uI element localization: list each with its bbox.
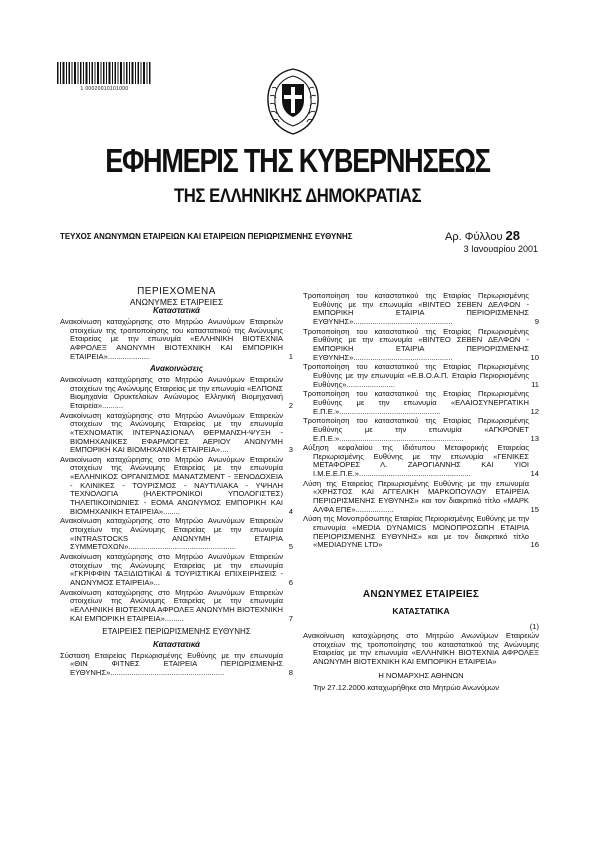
toc-entry-text: Τροποποίηση του καταστατικού της Εταιρίας Περιωρισμένης Ευθύνης με την επωνυμία «ΒΙΝΤΕΟ ΣΕΒΕΝ ΔΕΛΦΩΝ - ΕΜΠΟΡΙΚΗ ΕΤΑΙΡΙΑ ΠΕΡΙΟΡΙΣΜΕΝΗΣ ΕΥΘΥΝΗΣ»............................................... — [303, 326, 529, 362]
barcode — [57, 62, 152, 84]
toc-entry — [303, 328, 539, 363]
toc-entry-page: 5 — [288, 542, 293, 552]
toc-entry-page: 7 — [288, 613, 293, 623]
toc-entry-text: Ανακοίνωση καταχώρησης στο Μητρώο Ανωνύμων Εταιρειών στοιχείων της Ανώνυμης Εταιρείας με την επωνυμία «ΤΕΧΝΟΜΑΤΙΚ ΙΝΤΕΡΝΑΣΙΟΝΑΛ ΘΕΡΜΑΝΣΗ-ΨΥΞΗ - ΒΙΟΜΗΧΑΝΙΚΕΣ ΕΦΑΡΜΟΓΕΣ ΑΕΡΙΟΥ ΑΝΩΝΥΜΗ ΕΜΠΟΡΙΚΗ ΚΑΙ ΒΙΟΜΗΧΑΝΙΚΗ ΕΤΑΙΡΕΙΑ».... — [60, 410, 283, 455]
toc-entry — [60, 456, 293, 517]
toc-entry-text: Ανακοίνωση καταχώρησης στο Μητρώο Ανωνύμων Εταιρειών στοιχείων της Ανώνυμης Εταιρείας με την επωνυμία «ΕΛΛΗΝΙΚΟΣ ΟΡΓΑΝΙΣΜΟΣ ΜΑΝΑΤΖΜΕΝΤ - ΞΕΝΟΔΟΧΕΙΑ - ΚΛΙΝΙΚΕΣ - ΤΟΥΡΙΣΜΟΣ - ΝΑΥΤΙΛΙΑΚΑ - ΥΨΗΛΗ ΤΕΧΝΟΛΟΓΙΑ (ΗΛΕΚΤΡΟΝΙΚΟΙ ΥΠΟΛΟΓΙΣΤΕΣ) ΤΗΛΕΠΙΚΟΙΝΩΝΙΕΣ - ΕΟΜΑ ΑΝΩΝΥΜΟΣ ΕΜΠΟΡΙΚΗ ΚΑΙ ΒΙΟΜΗΧΑΝΙΚΗ ΕΤΑΙΡΕΙΑ»........ — [60, 454, 283, 516]
toc-entry-page: 8 — [288, 667, 293, 677]
issue-date: 3 Ιανουαρίου 2001 — [463, 244, 538, 254]
toc-section-ae: ΑΝΩΝΥΜΕΣ ΕΤΑΙΡΕΙΕΣ — [129, 296, 224, 307]
toc-section-epe: ΕΤΑΙΡΕΙΕΣ ΠΕΡΙΩΡΙΣΜΕΝΗΣ ΕΥΘΥΝΗΣ — [102, 627, 251, 637]
toc-entry-page: 14 — [530, 469, 539, 479]
toc-entry-text: Ανακοίνωση καταχώρησης στο Μητρώο Ανωνύμων Εταιρειών στοιχείων της Ανώνυμης Εταιρείας με την επωνυμία «ΕΛΠΟΝΣ Βιομηχανία Ορυκτελαίων Ανώνυμος Ελληνική Βιομηχανική Εταιρεία».......... — [60, 374, 283, 410]
toc-entry-text: Σύσταση Εταιρείας Περιωρισμένης Ευθύνης με την επωνυμία «ΘΙΝ ΦΙΤΝΕΣ ΕΤΑΙΡΕΙΑ ΠΕΡΙΩΡΙΣΜΕΝΗΣ ΕΥΘΥΝΗΣ»...................................................... — [60, 650, 283, 677]
barcode-number: 1 00020010101000 — [80, 86, 129, 92]
section-heading: ΑΝΩΝΥΜΕΣ ΕΤΑΙΡΕΙΕΣ — [362, 589, 480, 601]
item-title: Ανακοίνωση καταχώρησης στο Μητρώο Ανωνύμων Εταιρειών στοιχείων της τροποποίησης του καταστατικού της Ανώνυμης Εταιρείας με την επωνυμία «ΕΛΛΗΝΙΚΗ ΒΙΟΤΕΧΝΙΑ ΑΦΡΟΛΕΞ ΑΝΩΝΥΜΗ ΒΙΟΤΕΧΝΙΚΗ ΚΑΙ ΕΜΠΟΡΙΚΗ ΕΤΑΙΡΕΙΑ» — [303, 631, 539, 666]
toc-entry — [303, 390, 539, 416]
sheet-label: Αρ. Φύλλου — [445, 231, 503, 243]
toc-entry — [60, 517, 293, 552]
coat-of-arms-icon — [262, 66, 324, 136]
body-paragraph: Την 27.12.2000 καταχωρήθηκε στο Μητρώο Ανωνύμων — [313, 683, 500, 693]
toc-entry-page: 3 — [288, 445, 293, 455]
toc-entry — [303, 515, 539, 550]
toc-left-column — [60, 288, 293, 679]
toc-entry-page: 6 — [288, 578, 293, 587]
toc-list-c — [60, 652, 293, 678]
toc-entry-page: 4 — [288, 506, 293, 516]
toc-entry-page: 11 — [531, 379, 539, 389]
toc-entry — [60, 652, 293, 678]
issue-type: ΤΕΥΧΟΣ ΑΝΩΝΥΜΩΝ ΕΤΑΙΡΕΙΩΝ ΚΑΙ ΕΤΑΙΡΕΙΩΝ ΠΕΡΙΩΡΙΣΜΕΝΗΣ ΕΥΘΥΝΗΣ — [60, 231, 353, 241]
toc-list-a — [60, 318, 293, 361]
toc-entry-text: Ανακοίνωση καταχώρησης στο Μητρώο Ανωνύμων Εταιρειών στοιχείων της Ανώνυμης Εταιρείας με την επωνυμία «ΓΚΡΙΦΦΙΝ ΤΑΞΙΔΙΩΤΙΚΑΙ & ΤΟΥΡΙΣΤΙΚΑΙ ΕΠΙΧΕΙΡΗΣΕΙΣ - ΑΝΩΝΥΜΟΣ ΕΤΑΙΡΕΙΑ»... — [60, 552, 283, 587]
sheet-number — [445, 228, 520, 243]
toc-entry — [303, 363, 539, 389]
toc-entry — [60, 376, 293, 411]
toc-entry-text: Λύση της Μονοπρόσωπης Εταιρίας Περιορισμένης Ευθύνης με την επωνυμία «MEDIA DYNAMICS ΜΟΝΟΠΡΟΣΩΠΗ ΕΤΑΙΡΙΑ ΠΕΡΙΟΡΙΣΜΕΝΗΣ ΕΥΘΥΝΗΣ» και με τον διακριτικό τίτλο «MEDIADYNE LTD» — [303, 514, 529, 550]
toc-list-b — [60, 376, 293, 623]
sheet-number-value: 28 — [505, 228, 520, 243]
toc-entry-text: Τροποποίηση του καταστατικού της Εταιρίας Περιωρισμένης Ευθύνης με την επωνυμία «ΒΙΝΤΕΟ ΣΕΒΕΝ ΔΕΛΦΩΝ - ΕΜΠΟΡΙΚΗ ΕΤΑΙΡΙΑ ΠΕΡΙΟΡΙΣΜΕΝΗΣ ΕΥΘΥΝΗΣ»............................................... — [303, 291, 529, 326]
item-number: (1) — [529, 622, 539, 632]
toc-entry — [60, 553, 293, 588]
toc-entry-page: 12 — [530, 406, 539, 416]
toc-entry-text: Ανακοίνωση καταχώρησης στο Μητρώο Ανωνύμων Εταιρειών στοιχείων της τροποποίησης του καταστατικού της Ανώνυμης Εταιρείας με την επωνυμία «ΕΛΛΗΝΙΚΗ ΒΙΟΤΕΧΝΙΑ ΑΦΡΟΛΕΞ ΑΝΩΝΥΜΗ ΒΙΟΤΕΧΝΙΚΗ ΚΑΙ ΕΜΠΟΡΙΚΗ ΕΤΑΙΡΕΙΑ».................... — [60, 316, 283, 361]
toc-entry-page: 1 — [288, 351, 293, 361]
toc-list-right — [303, 292, 539, 550]
toc-entry-text: Αύξηση κεφαλαίου της Ιδιότυπου Μεταφορικής Εταιρείας Περιωρισμένης Ευθύνης με την επωνυμία «ΓΕΝΙΚΕΣ ΜΕΤΑΦΟΡΕΣ Λ. ΖΑΡΟΓΙΑΝΝΗΣ ΚΑΙ ΥΙΟΙ Ι.Μ.Ε.Ε.Π.Ε.»..................................................... — [303, 443, 529, 479]
toc-entry — [60, 589, 293, 624]
toc-sub-katastatika-2: Καταστατικά — [152, 639, 201, 649]
toc-sub-katastatika: Καταστατικά — [152, 306, 201, 316]
toc-entry-text: Τροποποίηση του καταστατικού της Εταιρίας Περιωρισμένης Ευθύνης με την επωνυμία «ΑΓΚΡΟΝΕΤ Ε.Π.Ε.»........................................................... — [303, 416, 529, 443]
toc-entry-text: Ανακοίνωση καταχώρησης στο Μητρώο Ανωνύμων Εταιρειών στοιχείων της Ανώνυμης Εταιρείας με την επωνυμία «INTRASTOCKS ΑΝΩΝΥΜΗ ΕΤΑΙΡΙΑ ΣΥΜΜΕΤΟΧΩΝ»................................................... — [60, 516, 283, 552]
toc-entry — [303, 480, 539, 515]
toc-entry-page: 2 — [288, 400, 293, 410]
toc-entry-page: 9 — [534, 316, 539, 326]
toc-entry — [60, 318, 293, 361]
toc-entry — [60, 412, 293, 455]
toc-entry-page: 10 — [530, 352, 539, 362]
toc-right-column — [303, 292, 539, 693]
toc-sub-anakoinoseis: Ανακοινώσεις — [149, 364, 204, 374]
gazette-title: ΕΦΗΜΕΡΙΣ ΤΗΣ ΚΥΒΕΡΝΗΣΕΩΣ — [105, 142, 490, 179]
toc-entry-page: 13 — [530, 433, 539, 443]
toc-entry-text: Τροποποίηση του καταστατικού της Εταιρίας Περιωρισμένης Ευθύνης με την επωνυμία «Ε.Β.Ο.Α.Π. Εταιρία Περιορισμένης Ευθύνης»....................... — [303, 362, 529, 389]
sub-heading: ΚΑΤΑΣΤΑΤΙΚΑ — [392, 605, 450, 616]
toc-entry-text: Λύση της Εταιρείας Περιωρισμένης Ευθύνης με την επωνυμία «ΧΡΗΣΤΟΣ ΚΑΙ ΑΓΓΕΛΙΚΗ ΜΑΡΚΟΠΟΥΛΟΥ ΕΤΑΙΡΕΙΑ ΠΕΡΙΩΡΙΣΜΕΝΗΣ ΕΥΘΥΝΗΣ» και τον διακριτικό τίτλο «ΜΑΡΚ ΑΛΦΑ ΕΠΕ».................. — [303, 478, 529, 514]
authority: Η ΝΟΜΑΡΧΗΣ ΑΘΗΝΩΝ — [378, 670, 464, 680]
toc-entry-page: 15 — [530, 504, 539, 514]
toc-entry-text: Τροποποίηση του καταστατικού της Εταιρίας Περιωρισμένης Ευθύνης με την επωνυμία «ΕΛΑΙΟΣΥΝΕΡΓΑΤΙΚΗ Ε.Π.Ε.»................................................ — [303, 389, 529, 416]
toc-entry — [303, 417, 539, 443]
toc-entry — [303, 444, 539, 479]
toc-entry — [303, 292, 539, 327]
toc-entry-text: Ανακοίνωση καταχώρησης στο Μητρώο Ανωνύμων Εταιρειών στοιχείων της Ανώνυμης Εταιρείας με την επωνυμία «ΕΛΛΗΝΙΚΗ ΒΙΟΤΕΧΝΙΑ ΑΦΡΟΛΕΞ ΑΝΩΝΥΜΗ ΒΙΟΤΕΧΝΙΚΗ ΚΑΙ ΕΜΠΟΡΙΚΗ ΕΤΑΙΡΕΙΑ»......... — [60, 587, 283, 623]
toc-heading: ΠΕΡΙΕΧΟΜΕΝΑ — [137, 286, 216, 297]
gazette-subtitle: ΤΗΣ ΕΛΛΗΝΙΚΗΣ ΔΗΜΟΚΡΑΤΙΑΣ — [173, 186, 422, 207]
toc-entry-page: 16 — [530, 540, 539, 550]
